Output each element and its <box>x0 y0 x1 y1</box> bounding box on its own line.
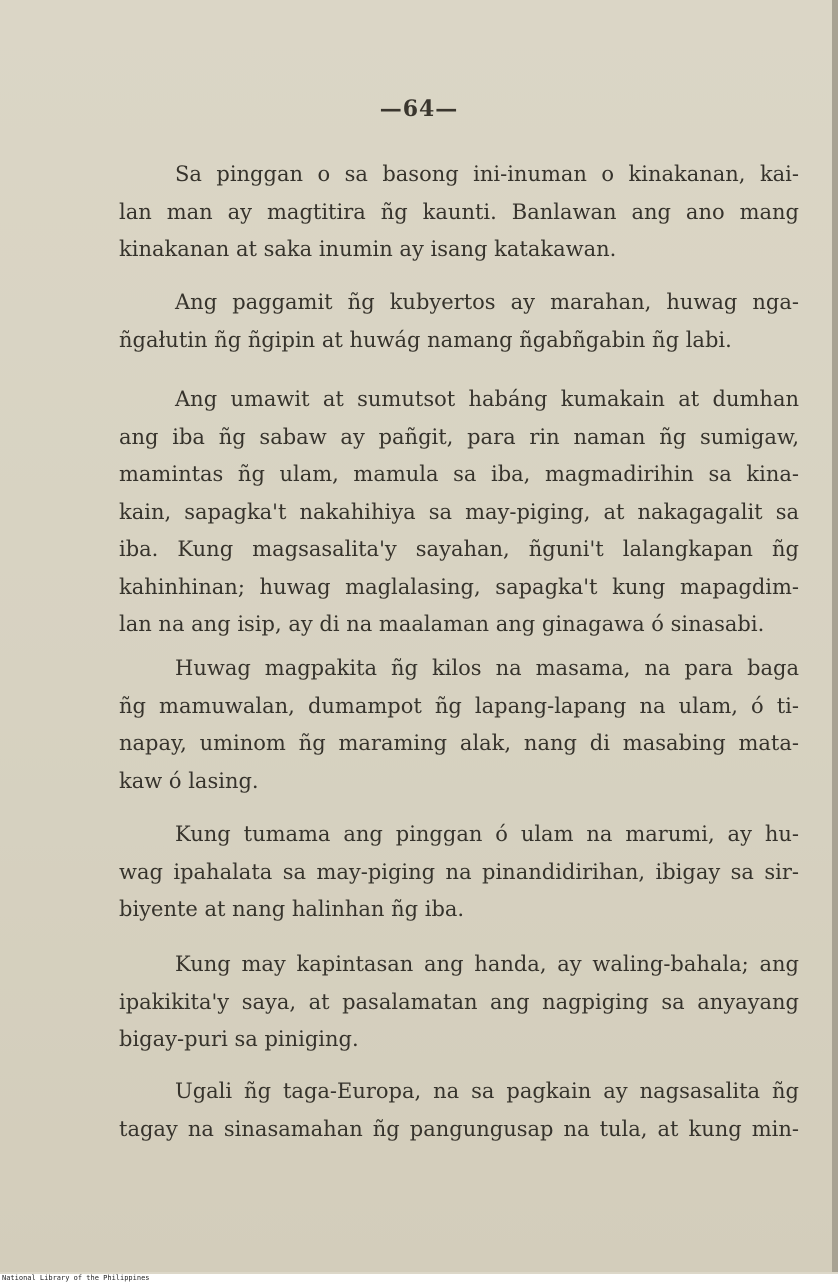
paragraph-7 <box>119 1073 799 1148</box>
text-line: kahinhinan; huwag maglalasing, sapagka't kung mapagdim- <box>119 574 799 599</box>
text-line: napay, uminom ñg maraming alak, nang di masabing mata- <box>119 731 799 755</box>
text-line: lan na ang isip, ay di na maalaman ang ginagawa ó sinasabi. <box>119 612 765 636</box>
text-line: Ang umawit at sumutsot habáng kumakain at dumhan <box>175 387 799 411</box>
paragraph-4 <box>119 650 799 800</box>
text-line: wag ipahalata sa may-piging na pinandidirihan, ibigay sa sir- <box>119 859 799 884</box>
paragraph-2 <box>119 284 799 359</box>
text-line: Kung may kapintasan ang handa, ay waling-bahala; ang <box>175 952 799 976</box>
page-number: —64— <box>379 96 459 122</box>
paragraph-3 <box>119 381 799 644</box>
text-line: kaw ó lasing. <box>119 768 259 793</box>
text-line: mamintas ñg ulam, mamula sa iba, magmadirihin sa kina- <box>119 462 799 486</box>
text-line: kain, sapagka't nakahihiya sa may-piging, at nakagagalit sa <box>119 499 799 524</box>
footer-credit: National Library of the Philippines <box>2 1274 150 1282</box>
footer-bar <box>0 1274 838 1283</box>
paragraph-5 <box>119 816 799 929</box>
paragraph-1 <box>119 156 799 269</box>
text-line: ang iba ñg sabaw ay pañgit, para rin naman ñg sumigaw, <box>119 424 799 449</box>
text-line: ñg mamuwalan, dumampot ñg lapang-lapang na ulam, ó ti- <box>119 693 799 718</box>
text-line: bigay-puri sa piniging. <box>119 1027 359 1051</box>
text-line: tagay na sinasamahan ñg pangungusap na tula, at kung min- <box>119 1116 799 1141</box>
text-line: Huwag magpakita ñg kilos na masama, na para baga <box>175 656 799 680</box>
paragraph-6 <box>119 946 799 1059</box>
text-line: Kung tumama ang pinggan ó ulam na marumi, ay hu- <box>175 822 799 846</box>
text-line: Sa pinggan o sa basong ini-inuman o kinakanan, kai- <box>175 162 799 186</box>
text-line: Ang paggamit ñg kubyertos ay marahan, huwag nga- <box>175 290 799 314</box>
text-line: biyente at nang halinhan ñg iba. <box>119 897 465 921</box>
text-line: ipakikita'y saya, at pasalamatan ang nagpiging sa anyayang <box>119 989 799 1014</box>
text-line: kinakanan at saka inumin ay isang katakawan. <box>119 237 617 261</box>
page-edge <box>832 0 838 1272</box>
text-line: lan man ay magtitira ñg kaunti. Banlawan ang ano mang <box>119 199 799 224</box>
text-line: iba. Kung magsasalita'y sayahan, ñguni't lalangkapan ñg <box>119 537 799 561</box>
text-line: Ugali ñg taga-Europa, na sa pagkain ay nagsasalita ñg <box>175 1079 799 1103</box>
text-line: ñgałutin ñg ñgipin at huwág namang ñgabñgabin ñg labi. <box>119 327 732 352</box>
